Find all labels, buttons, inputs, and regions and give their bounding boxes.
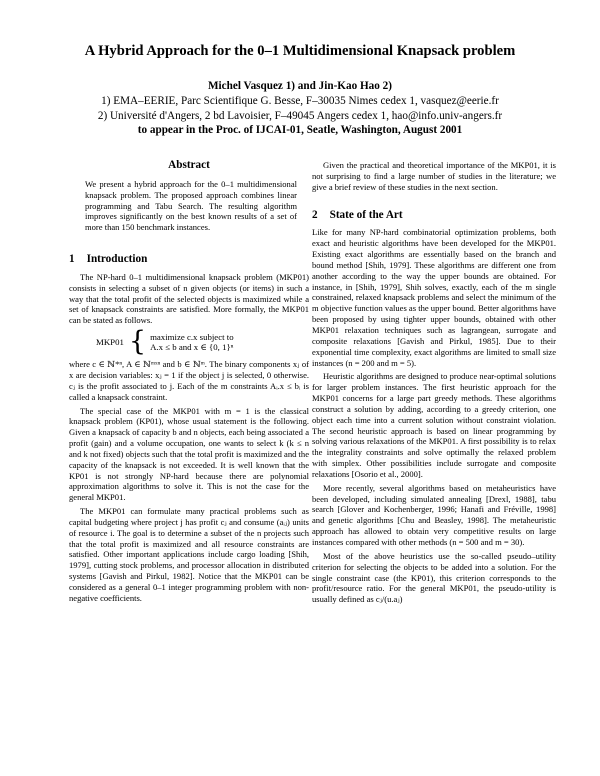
- intro-paragraph-1: The NP-hard 0–1 multidimensional knapsack problem (MKP01) consists in selecting a subset of n given objects (or items) in such a way that the total profit of the selected objects is maximized while a set of knapsack constraints are satisfied. More formally, the MKP01 can be stated as follows.: [69, 271, 309, 326]
- affiliation-1: 1) EMA–EERIE, Parc Scientifique G. Besse, F–30035 Nimes cedex 1, vasquez@eerie.fr: [101, 95, 499, 107]
- review-intro-paragraph: Given the practical and theoretical importance of the MKP01, it is not surprising to find a large number of studies in the literature; we give a brief review of these studies in the next section.: [312, 160, 556, 192]
- state-paragraph-3: More recently, several algorithms based on metaheuristics have been developed, including simulated annealing [Drexl, 1988], tabu search [Glover and Kochenberger, 1996; Hanafi and Fréville, 1998] and genetic algorithms [Chu and Beasley, 1998]. The metaheuristic approach has allowed to obtain very competitive results on large instances compared with other methods (n = 500 and m = 30).: [312, 482, 556, 547]
- section-1-title: Introduction: [86, 253, 148, 266]
- intro-paragraph-2: where c ∈ ℕ*ⁿ, A ∈ ℕᵐˣⁿ and b ∈ ℕᵐ. The binary components xⱼ of x are decision variables: xⱼ = 1 if the object j is selected, 0 otherwise. cⱼ is the profit associated to j. Each of the m constraints Aᵢ.x ≤ bᵢ is called a knapsack constraint.: [69, 359, 309, 402]
- section-2-title: State of the Art: [329, 208, 403, 221]
- paper-authors: Michel Vasquez 1) and Jin-Kao Hao 2): [208, 80, 392, 92]
- section-2-number: 2: [312, 208, 318, 221]
- affiliation-2: 2) Université d'Angers, 2 bd Lavoisier, F–49045 Angers cedex 1, hao@info.univ-angers.fr: [97, 110, 503, 122]
- formula-name: MKP01: [96, 336, 124, 347]
- formula-brace: {: [128, 326, 147, 358]
- section-2-heading: [312, 210, 556, 221]
- section-1-heading: [69, 254, 309, 265]
- intro-paragraph-3: The special case of the MKP01 with m = 1 is the classical knapsack problem (KP01), whose usual statement is the following. Given a knapsack of capacity b and n objects, each being associated a profit (gain) and a volume occupation, one wants to select k (k ≤ n and k not fixed) objects such that the total profit is maximized and the capacity of the knapsack is not exceeded. It is well known that the KP01 is not strongly NP-hard because there are polynomial approximation algorithms to solve it. This is not the case for the general MKP01.: [69, 405, 309, 503]
- venue-line: to appear in the Proc. of IJCAI-01, Seatle, Washington, August 2001: [137, 124, 463, 136]
- state-paragraph-2: Heuristic algorithms are designed to produce near-optimal solutions for larger problem instances. The first heuristic approach for the MKP01 concerns for a large part greedy methods. These algorithms construct a solution by adding, according to a greedy criterion, one object each time into a current solution without constraint violation. The second heuristic approach is based on linear programming by solving various relaxations of the MKP01. A first possibility is to relax the integrality constraints and solve optimally the relaxed problem with simplex. Other possibilities include surrogate and composite relaxations [Osorio et al., 2000].: [312, 371, 556, 479]
- section-1-number: 1: [69, 253, 75, 266]
- abstract-heading: Abstract: [168, 159, 210, 171]
- abstract-text: We present a hybrid approach for the 0–1 multidimensional knapsack problem. The proposed approach combines linear programming and Tabu Search. The resulting algorithm improves significantly on the best known results of a set of more than 150 benchmark instances.: [85, 178, 297, 233]
- state-paragraph-4: Most of the above heuristics use the so-called pseudo–utility criterion for selecting the objects to be added into a solution. For the single constraint case (the KP01), this criterion corresponds to the profit/resource ratio. For the general MKP01, the pseudo-utility is usually defined as cⱼ/(u.aⱼ): [312, 550, 556, 605]
- left-column: [69, 160, 309, 604]
- intro-paragraph-4: The MKP01 can formulate many practical problems such as capital budgeting where project j has profit cⱼ and consume (aᵢⱼ) units of resource i. The goal is to determine a subset of the n projects such that the total profit is maximized and all resource constraints are satisfied. Other important applications include cargo loading [Shih, 1979], cutting stock problems, and processor allocation in distributed systems [Gavish and Pirkul, 1982]. Notice that the MKP01 can be considered as a general 0–1 integer programming problem with non-negative coefficients.: [69, 506, 309, 603]
- paper-title: A Hybrid Approach for the 0–1 Multidimensional Knapsack problem: [84, 43, 516, 59]
- right-column: [312, 160, 556, 605]
- mkp01-formula: [96, 326, 309, 358]
- formula-line-1: maximize c.x subject to: [150, 331, 234, 342]
- state-paragraph-1: Like for many NP-hard combinatorial optimization problems, both exact and heuristic algorithms have been developed for the MKP01. Existing exact algorithms are essentially based on the branch and bound method [Shih, 1979]. These algorithms are different one from another according to the way the upper bounds are obtained. For instance, in [Shih, 1979], Shih solves, exactly, each of the m single constrained, relaxed knapsack problems and select the minimum of the m objective function values as the upper bound. Better algorithms have been proposed by using tighter upper bounds, obtained with other MKP01 relaxation techniques such as lagrangean, surrogate and composite relaxations [Gavish and Pirkul, 1985]. Due to their exponential time complexity, exact algorithms are limited to small size instances (n = 200 and m = 5).: [312, 227, 556, 368]
- formula-lines: [150, 332, 234, 353]
- formula-line-2: A.x ≤ b and x ∈ {0, 1}ⁿ: [150, 342, 234, 353]
